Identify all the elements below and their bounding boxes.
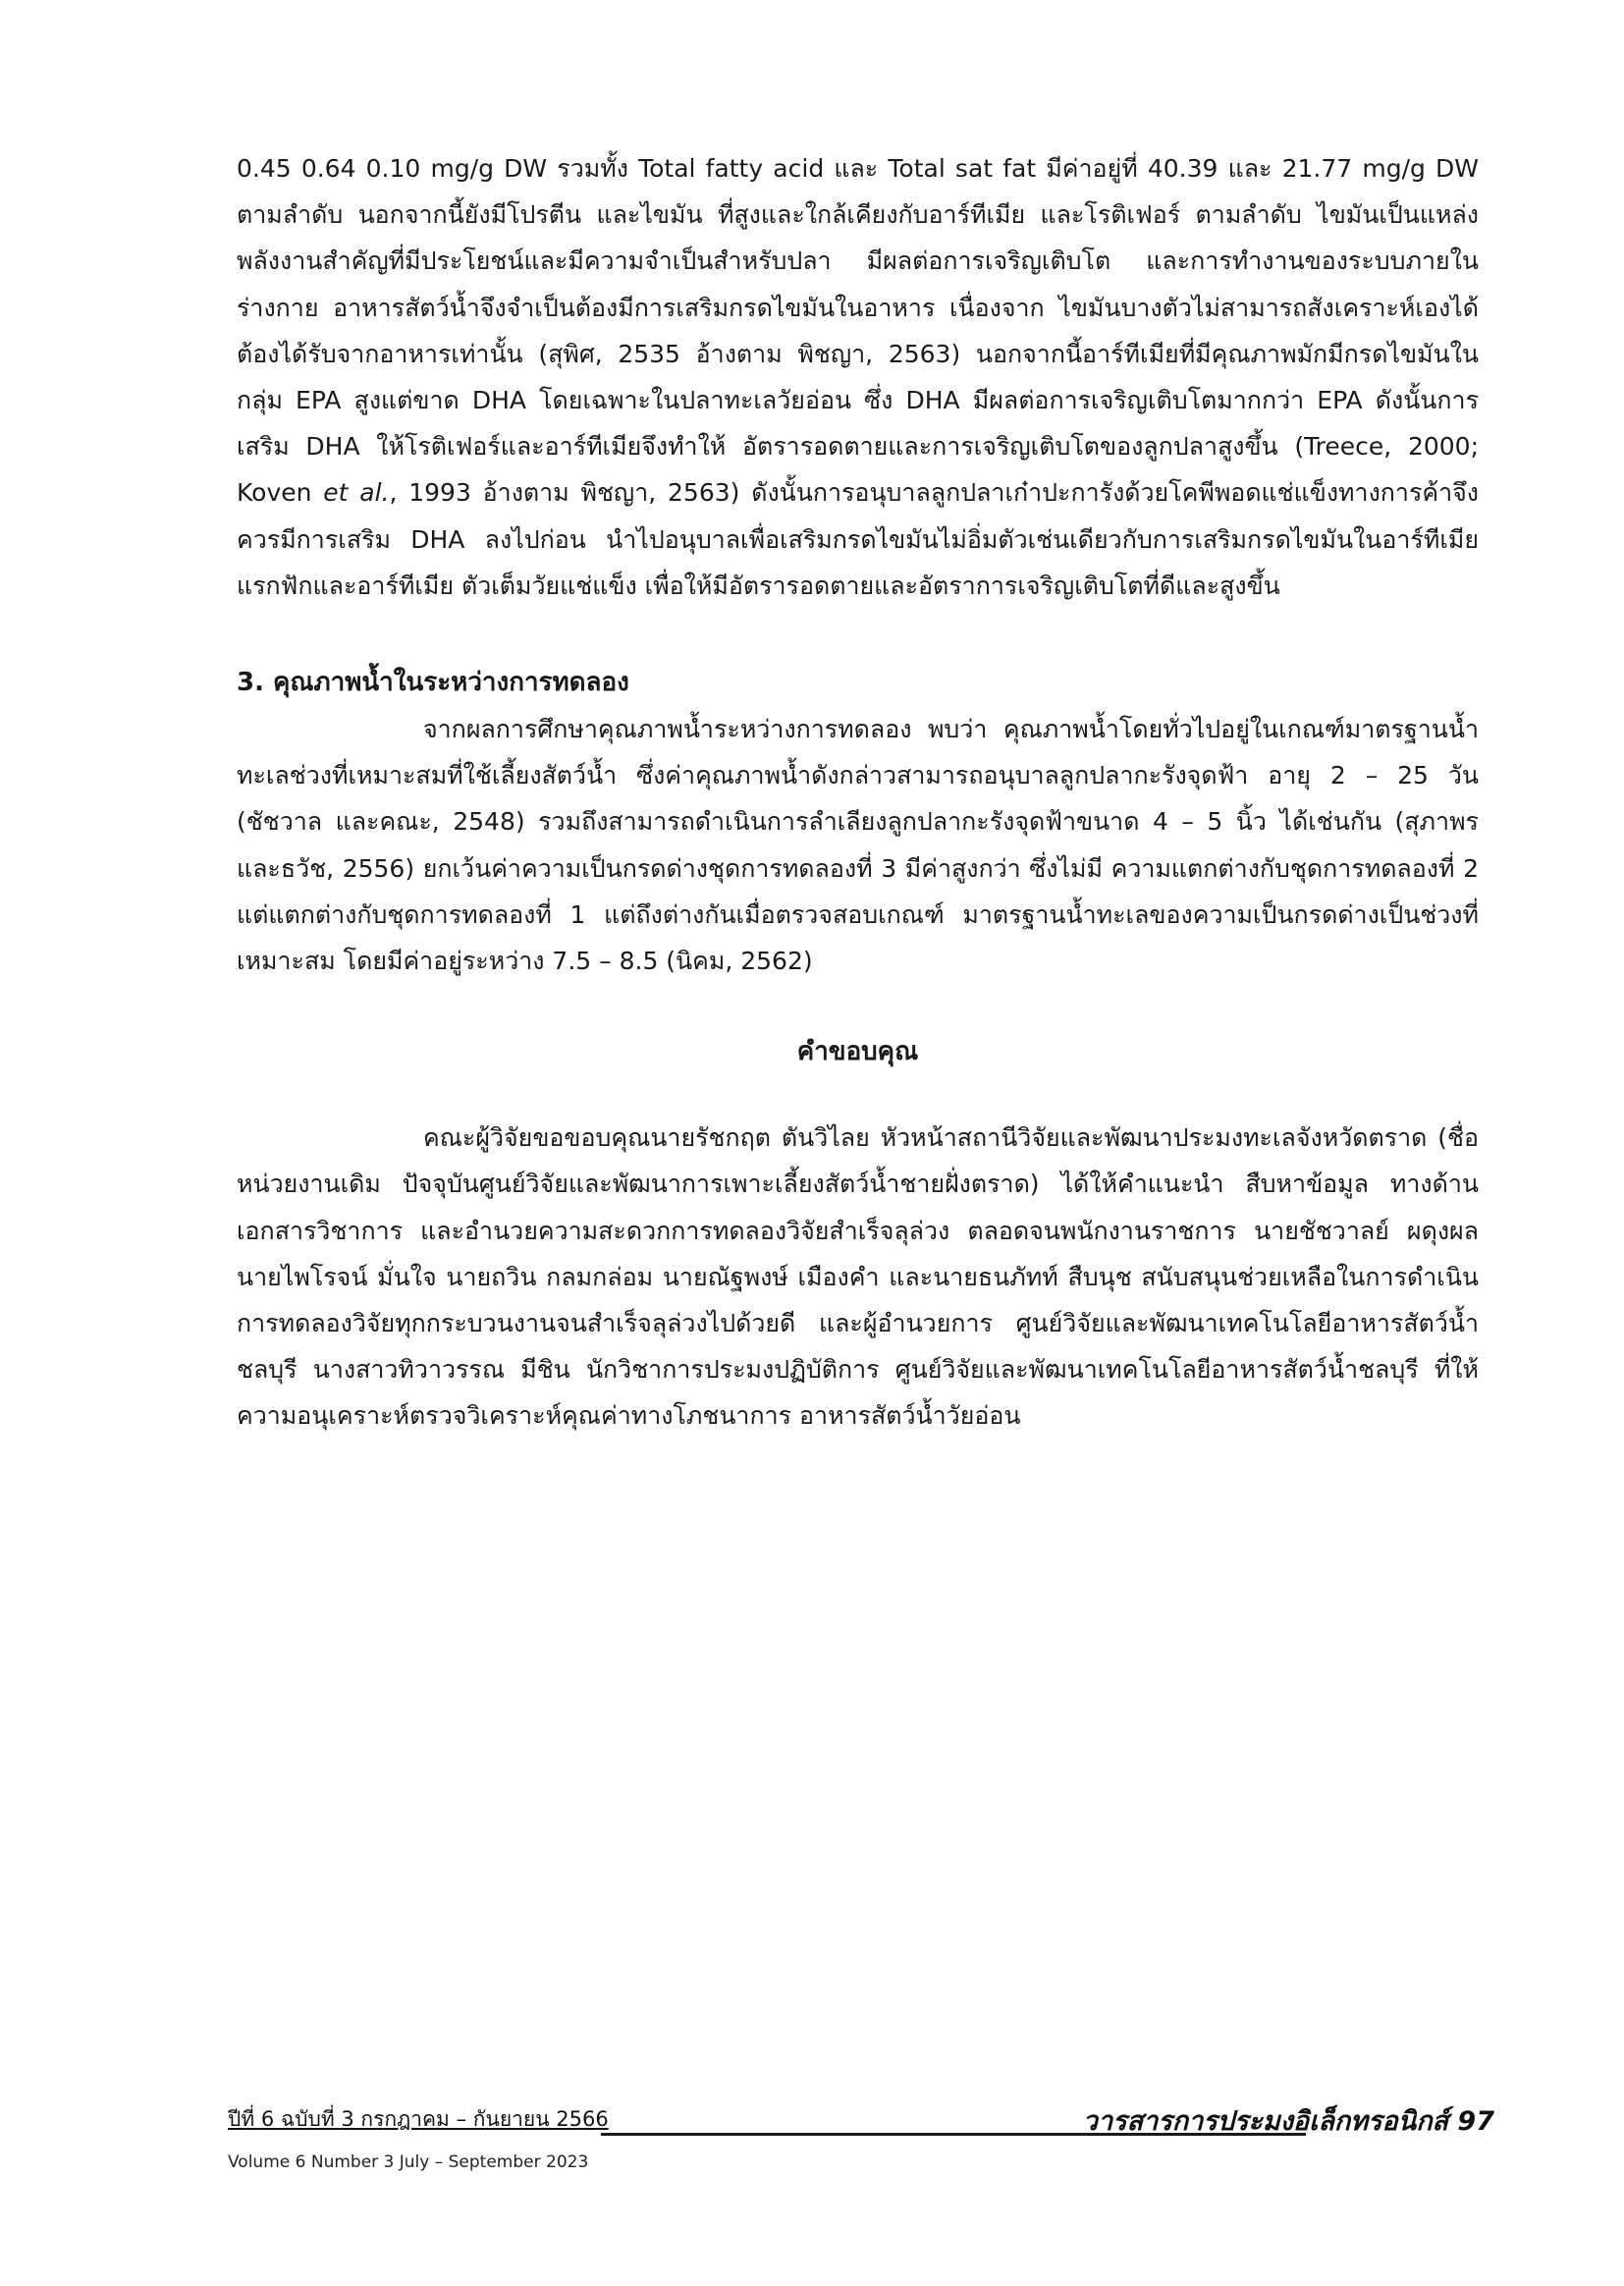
section-heading-water-quality: 3. คุณภาพน้ำในระหว่างการทดลอง: [237, 668, 629, 698]
main-content: [237, 145, 1479, 1440]
et-al-italic: et al.: [323, 478, 390, 508]
paragraph-water-quality: จากผลการศึกษาคุณภาพน้ำระหว่างการทดลอง พบว่า คุณภาพน้ำโดยทั่วไปอยู่ในเกณฑ์มาตรฐานน้ำทะเลช่วงที่เหมาะสมที่ใช้เลี้ยงสัตว์น้ำ ซึ่งค่าคุณภาพน้ำดังกล่าวสามารถอนุบาลลูกปลากะรังจุดฟ้า อายุ 2 – 25 วัน (ชัชวาล และคณะ, 2548) รวมถึงสามารถดำเนินการลำเลียงลูกปลากะรังจุดฟ้าขนาด 4 – 5 นิ้ว ได้เช่นกัน (สุภาพร และธวัช, 2556) ยกเว้นค่าความเป็นกรดด่างชุดการทดลองที่ 3 มีค่าสูงกว่า ซึ่งไม่มี ความแตกต่างกับชุดการทดลองที่ 2 แต่แตกต่างกับชุดการทดลองที่ 1 แต่ถึงต่างกันเมื่อตรวจสอบเกณฑ์ มาตรฐานน้ำทะเลของความเป็นกรดด่างเป็นช่วงที่เหมาะสม โดยมีค่าอยู่ระหว่าง 7.5 – 8.5 (นิคม, 2562): [237, 715, 1479, 976]
paragraph-fatty-acid-end: , 1993 อ้างตาม พิชญา, 2563) ดังนั้นการอนุบาลลูกปลาเก๋าปะการังด้วยโคพีพอดแช่แข็งทางการค้าจึงควรมีการเสริม DHA ลงไปก่อน นำไปอนุบาลเพื่อเสริมกรดไขมันไม่อิ่มตัวเช่นเดียวกับการเสริมกรดไขมันในอาร์ทีเมียแรกฟักและอาร์ทีเมีย ตัวเต็มวัยแช่แข็ง เพื่อให้มีอัตรารอดตายและอัตราการเจริญเติบโตที่ดีและสูงขึ้น: [237, 478, 1479, 600]
paragraph-fatty-acid: [237, 145, 1479, 609]
footer-issue-thai: ปีที่ 6 ฉบับที่ 3 กรกฎาคม – กันยายน 2566: [228, 2107, 609, 2131]
page-footer: [228, 2103, 1494, 2192]
paragraph-acknowledgement: คณะผู้วิจัยขอขอบคุณนายรัชกฤต ตันวิไลย หัวหน้าสถานีวิจัยและพัฒนาประมงทะเลจังหวัดตราด (ชื่อหน่วยงานเดิม ปัจจุบันศูนย์วิจัยและพัฒนาการเพาะเลี้ยงสัตว์น้ำชายฝั่งตราด) ได้ให้คำแนะนำ สืบหาข้อมูล ทางด้านเอกสารวิชาการ และอำนวยความสะดวกการทดลองวิจัยสำเร็จลุล่วง ตลอดจนพนักงานราชการ นายชัชวาลย์ ผดุงผล นายไพโรจน์ มั่นใจ นายถวิน กลมกล่อม นายณัฐพงษ์ เมืองคำ และนายธนภัทท์ สืบนุช สนับสนุนช่วยเหลือในการดำเนินการทดลองวิจัยทุกกระบวนงานจนสำเร็จลุล่วงไปด้วยดี และผู้อำนวยการ ศูนย์วิจัยและพัฒนาเทคโนโลยีอาหารสัตว์น้ำชลบุรี นางสาวทิวาวรรณ มีชิน นักวิชาการประมงปฏิบัติการ ศูนย์วิจัยและพัฒนาเทคโนโลยีอาหารสัตว์น้ำชลบุรี ที่ให้ความอนุเคราะห์ตรวจวิเคราะห์คุณค่าทางโภชนาการ อาหารสัตว์น้ำวัยอ่อน: [237, 1123, 1479, 1431]
footer-issue-english: Volume 6 Number 3 July – September 2023: [228, 2152, 589, 2172]
footer-journal-page: วารสารการประมงอิเล็กทรอนิกส์ 97: [1082, 2106, 1494, 2137]
acknowledgement-heading: คำขอบคุณ: [796, 1037, 919, 1067]
paragraph-fatty-acid-text: 0.45 0.64 0.10 mg/g DW รวมทั้ง Total fatty acid และ Total sat fat มีค่าอยู่ที่ 40.39 และ 21.77 mg/g DW ตามลำดับ นอกจากนี้ยังมีโปรตีน และไขมัน ที่สูงและใกล้เคียงกับอาร์ทีเมีย และโรติเฟอร์ ตามลำดับ ไขมันเป็นแหล่งพลังงานสำคัญที่มีประโยชน์และมีความจำเป็นสำหรับปลา มีผลต่อการเจริญเติบโต และการทำงานของระบบภายในร่างกาย อาหารสัตว์น้ำจึงจำเป็นต้องมีการเสริมกรดไขมันในอาหาร เนื่องจาก ไขมันบางตัวไม่สามารถสังเคราะห์เองได้ต้องได้รับจากอาหารเท่านั้น (สุพิศ, 2535 อ้างตาม พิชญา, 2563) นอกจากนี้อาร์ทีเมียที่มีคุณภาพมักมีกรดไขมันในกลุ่ม EPA สูงแต่ขาด DHA โดยเฉพาะในปลาทะเลวัยอ่อน ซึ่ง DHA มีผลต่อการเจริญเติบโตมากกว่า EPA ดังนั้นการเสริม DHA ให้โรติเฟอร์และอาร์ทีเมียจึงทำให้ อัตรารอดตายและการเจริญเติบโตของลูกปลาสูงขึ้น (Treece, 2000; Koven: [237, 154, 1479, 508]
